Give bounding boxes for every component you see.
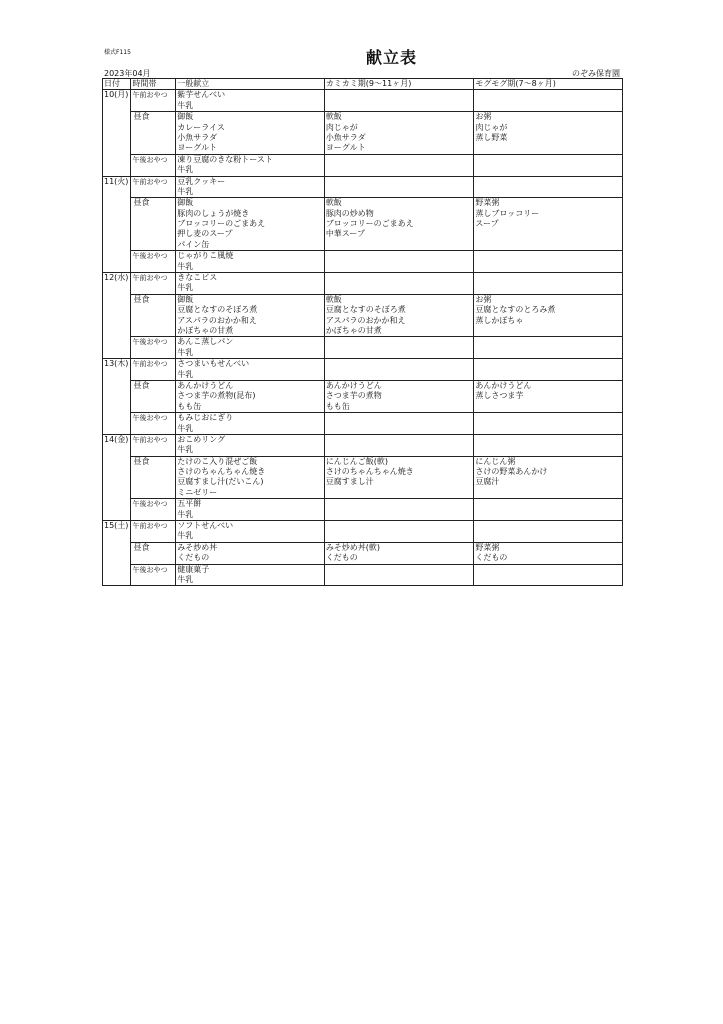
table-row xyxy=(103,273,623,295)
mogumogu-menu-cell xyxy=(474,359,623,381)
column-header-general-menu: 一般献立 xyxy=(176,79,325,90)
menu-item: 牛乳 xyxy=(177,347,194,357)
table-row xyxy=(103,380,623,412)
menu-item: あんかけうどん xyxy=(475,380,532,390)
menu-item: さけのちゃんちゃん焼き xyxy=(325,467,414,477)
table-row xyxy=(103,337,623,359)
date-cell: 12(水) xyxy=(103,273,131,359)
menu-item: さけの野菜あんかけ xyxy=(475,467,548,477)
menu-item: あんかけうどん xyxy=(177,380,234,390)
menu-item: 豚肉のしょうが焼き xyxy=(177,208,250,218)
mogumogu-menu-cell xyxy=(474,337,623,359)
time-slot-cell: 午後おやつ xyxy=(131,499,176,521)
menu-item: さつま芋の煮物(昆布) xyxy=(177,391,256,401)
menu-item: 野菜粥 xyxy=(475,198,500,208)
menu-item: 御飯 xyxy=(177,198,194,208)
menu-item: 五平餅 xyxy=(177,499,202,509)
menu-item: くだもの xyxy=(475,553,508,563)
kamikami-menu-cell xyxy=(324,251,474,273)
mogumogu-menu-cell xyxy=(474,112,623,155)
menu-item: 豚肉の炒め物 xyxy=(325,208,374,218)
menu-item: 小魚サラダ xyxy=(177,132,218,142)
kamikami-menu-cell xyxy=(324,90,474,112)
menu-item: アスパラのおかか和え xyxy=(177,315,257,325)
general-menu-cell xyxy=(176,521,325,543)
menu-item: 豆腐となすのとろみ煮 xyxy=(475,305,556,315)
menu-item: 牛乳 xyxy=(177,100,194,110)
table-row xyxy=(103,359,623,381)
time-slot-cell: 午前おやつ xyxy=(131,273,176,295)
general-menu-cell xyxy=(176,294,325,337)
menu-item: 牛乳 xyxy=(177,369,194,379)
table-row xyxy=(103,176,623,198)
kamikami-menu-cell xyxy=(324,434,474,456)
date-cell: 15(土) xyxy=(103,521,131,586)
general-menu-cell xyxy=(176,434,325,456)
column-header-kamikami-menu: カミカミ期(9〜11ヶ月) xyxy=(324,79,474,90)
menu-item: みそ炒め丼(軟) xyxy=(325,542,381,552)
table-row xyxy=(103,294,623,337)
menu-item: 牛乳 xyxy=(177,574,194,584)
menu-item: 牛乳 xyxy=(177,509,194,519)
time-slot-cell: 昼食 xyxy=(131,112,176,155)
menu-item: あんこ蒸しパン xyxy=(177,337,234,347)
menu-item: もみじおにぎり xyxy=(177,413,234,423)
time-slot-cell: 午前おやつ xyxy=(131,176,176,198)
menu-item: 豆腐すまし汁 xyxy=(325,477,374,487)
menu-item: ミニゼリー xyxy=(177,487,218,497)
table-row xyxy=(103,456,623,499)
general-menu-cell xyxy=(176,251,325,273)
menu-item: にんじん粥 xyxy=(475,456,516,466)
mogumogu-menu-cell xyxy=(474,564,623,586)
menu-item: 御飯 xyxy=(177,294,194,304)
menu-item: ブロッコリーのごまあえ xyxy=(177,219,266,229)
kamikami-menu-cell xyxy=(324,564,474,586)
mogumogu-menu-cell xyxy=(474,542,623,564)
menu-item: ソフトせんべい xyxy=(177,521,234,531)
mogumogu-menu-cell xyxy=(474,380,623,412)
kamikami-menu-cell xyxy=(324,542,474,564)
mogumogu-menu-cell xyxy=(474,90,623,112)
time-slot-cell: 昼食 xyxy=(131,456,176,499)
time-slot-cell: 午後おやつ xyxy=(131,413,176,435)
table-row xyxy=(103,413,623,435)
menu-item: お粥 xyxy=(475,112,492,122)
menu-item: 豆腐汁 xyxy=(475,477,500,487)
table-row xyxy=(103,434,623,456)
column-header-time: 時間帯 xyxy=(131,79,176,90)
kamikami-menu-cell xyxy=(324,413,474,435)
kamikami-menu-cell xyxy=(324,456,474,499)
general-menu-cell xyxy=(176,499,325,521)
mogumogu-menu-cell xyxy=(474,198,623,251)
mogumogu-menu-cell xyxy=(474,176,623,198)
menu-item: 豆乳クッキー xyxy=(177,176,226,186)
time-slot-cell: 午前おやつ xyxy=(131,521,176,543)
menu-item: 健康菓子 xyxy=(177,564,210,574)
menu-item: 軟飯 xyxy=(325,198,342,208)
menu-item: 蒸しさつま芋 xyxy=(475,391,524,401)
table-row xyxy=(103,198,623,251)
table-row xyxy=(103,499,623,521)
date-cell: 13(木) xyxy=(103,359,131,435)
menu-item: かぼちゃの甘煮 xyxy=(325,326,382,335)
mogumogu-menu-cell xyxy=(474,434,623,456)
menu-table xyxy=(102,78,623,586)
table-row xyxy=(103,112,623,155)
mogumogu-menu-cell xyxy=(474,413,623,435)
mogumogu-menu-cell xyxy=(474,499,623,521)
menu-item: 肉じゃが xyxy=(475,122,508,132)
menu-item: 肉じゃが xyxy=(325,122,358,132)
menu-item: 小魚サラダ xyxy=(325,132,366,142)
general-menu-cell xyxy=(176,337,325,359)
date-cell: 11(火) xyxy=(103,176,131,273)
mogumogu-menu-cell xyxy=(474,273,623,295)
general-menu-cell xyxy=(176,359,325,381)
table-row xyxy=(103,90,623,112)
general-menu-cell xyxy=(176,112,325,155)
menu-item: にんじんご飯(軟) xyxy=(325,456,389,466)
menu-item: くだもの xyxy=(325,553,358,563)
kamikami-menu-cell xyxy=(324,176,474,198)
table-row xyxy=(103,542,623,564)
mogumogu-menu-cell xyxy=(474,521,623,543)
menu-item: ヨーグルト xyxy=(325,143,366,153)
menu-item: みそ炒め丼 xyxy=(177,542,218,552)
organization-name: のぞみ保育園 xyxy=(572,69,620,78)
menu-item: スープ xyxy=(475,219,499,229)
period-label: 2023年04月 xyxy=(104,69,151,78)
kamikami-menu-cell xyxy=(324,273,474,295)
time-slot-cell: 昼食 xyxy=(131,294,176,337)
menu-item: 牛乳 xyxy=(177,165,194,175)
menu-item: 軟飯 xyxy=(325,294,342,304)
menu-item: くだもの xyxy=(177,553,210,563)
kamikami-menu-cell xyxy=(324,294,474,337)
menu-item: じゃがりこ風焼 xyxy=(177,251,234,261)
time-slot-cell: 午前おやつ xyxy=(131,434,176,456)
menu-item: 中華スープ xyxy=(325,229,366,239)
menu-item: たけのこ入り混ぜご飯 xyxy=(177,456,258,466)
menu-item: 御飯 xyxy=(177,112,194,122)
general-menu-cell xyxy=(176,154,325,176)
time-slot-cell: 午後おやつ xyxy=(131,154,176,176)
form-code: 様式F115 xyxy=(104,49,131,56)
menu-item: 豆腐となすのそぼろ煮 xyxy=(325,305,406,315)
kamikami-menu-cell xyxy=(324,380,474,412)
mogumogu-menu-cell xyxy=(474,251,623,273)
table-header-row xyxy=(103,79,623,90)
menu-item: 牛乳 xyxy=(177,261,194,271)
menu-item: 牛乳 xyxy=(177,531,194,541)
menu-item: 紫芋せんべい xyxy=(177,90,226,100)
menu-item: アスパラのおかか和え xyxy=(325,315,406,325)
menu-item: 凍り豆腐のきな粉トースト xyxy=(177,154,273,164)
table-row xyxy=(103,251,623,273)
menu-item: かぼちゃの甘煮 xyxy=(177,326,234,335)
time-slot-cell: 午前おやつ xyxy=(131,90,176,112)
menu-item: パイン缶 xyxy=(177,239,210,249)
time-slot-cell: 昼食 xyxy=(131,198,176,251)
table-row xyxy=(103,521,623,543)
menu-item: お粥 xyxy=(475,294,492,304)
date-cell: 14(金) xyxy=(103,434,131,520)
menu-item: きなこビス xyxy=(177,273,218,283)
menu-item: ヨーグルト xyxy=(177,143,218,153)
menu-item: もも缶 xyxy=(325,401,350,411)
general-menu-cell xyxy=(176,456,325,499)
menu-table-body xyxy=(103,90,623,586)
menu-item: 野菜粥 xyxy=(475,542,500,552)
column-header-mogumogu-menu: モグモグ期(7〜8ヶ月) xyxy=(474,79,623,90)
mogumogu-menu-cell xyxy=(474,294,623,337)
page-title: 献立表 xyxy=(365,48,417,67)
time-slot-cell: 昼食 xyxy=(131,542,176,564)
date-cell: 10(月) xyxy=(103,90,131,176)
menu-item: さつま芋の煮物 xyxy=(325,391,382,401)
general-menu-cell xyxy=(176,380,325,412)
kamikami-menu-cell xyxy=(324,337,474,359)
menu-item: 軟飯 xyxy=(325,112,342,122)
time-slot-cell: 午後おやつ xyxy=(131,251,176,273)
general-menu-cell xyxy=(176,198,325,251)
menu-item: ブロッコリーのごまあえ xyxy=(325,219,414,229)
menu-item: 豆腐すまし汁(だいこん) xyxy=(177,477,264,487)
kamikami-menu-cell xyxy=(324,154,474,176)
time-slot-cell: 昼食 xyxy=(131,380,176,412)
menu-item: さつまいもせんべい xyxy=(177,359,250,369)
general-menu-cell xyxy=(176,273,325,295)
kamikami-menu-cell xyxy=(324,198,474,251)
menu-item: 牛乳 xyxy=(177,283,194,293)
kamikami-menu-cell xyxy=(324,521,474,543)
menu-item: カレーライス xyxy=(177,122,225,132)
mogumogu-menu-cell xyxy=(474,154,623,176)
menu-item: 蒸しブロッコリー xyxy=(475,208,540,218)
menu-item: 押し麦のスープ xyxy=(177,229,233,239)
general-menu-cell xyxy=(176,542,325,564)
menu-item: 蒸し野菜 xyxy=(475,132,508,142)
mogumogu-menu-cell xyxy=(474,456,623,499)
kamikami-menu-cell xyxy=(324,499,474,521)
kamikami-menu-cell xyxy=(324,112,474,155)
menu-item: 蒸しかぼちゃ xyxy=(475,315,524,325)
time-slot-cell: 午後おやつ xyxy=(131,564,176,586)
menu-item: 牛乳 xyxy=(177,186,194,196)
menu-item: 牛乳 xyxy=(177,423,194,433)
menu-item: 豆腐となすのそぼろ煮 xyxy=(177,305,258,315)
general-menu-cell xyxy=(176,90,325,112)
menu-item: おこめリング xyxy=(177,434,226,444)
general-menu-cell xyxy=(176,413,325,435)
time-slot-cell: 午後おやつ xyxy=(131,337,176,359)
menu-item: あんかけうどん xyxy=(325,380,382,390)
menu-item: もも缶 xyxy=(177,401,202,411)
table-row xyxy=(103,154,623,176)
column-header-date: 日付 xyxy=(103,79,131,90)
general-menu-cell xyxy=(176,176,325,198)
table-row xyxy=(103,564,623,586)
menu-item: さけのちゃんちゃん焼き xyxy=(177,467,266,477)
menu-item: 牛乳 xyxy=(177,445,194,455)
general-menu-cell xyxy=(176,564,325,586)
time-slot-cell: 午前おやつ xyxy=(131,359,176,381)
kamikami-menu-cell xyxy=(324,359,474,381)
